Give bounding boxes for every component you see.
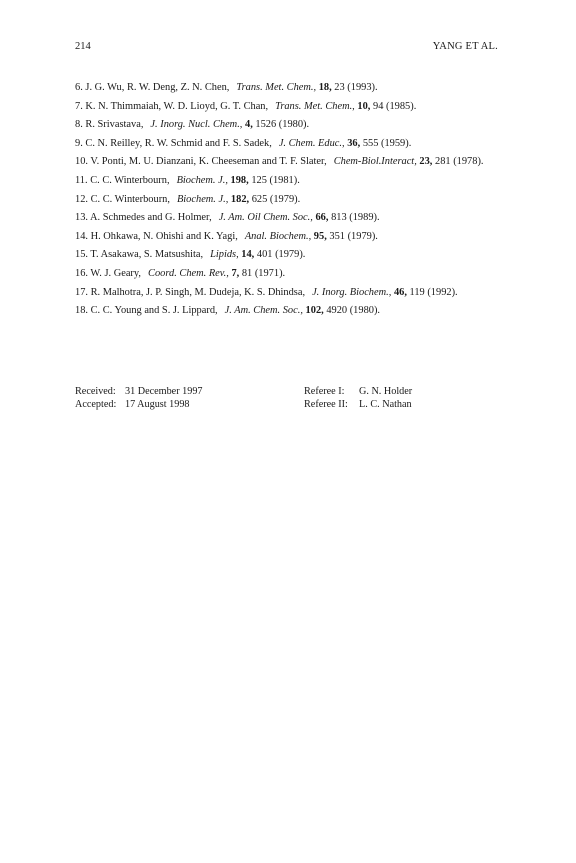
dates-column [75, 386, 275, 411]
reference-authors: W. J. Geary, [90, 267, 142, 279]
reference-item [75, 172, 500, 191]
reference-journal: J. Chem. Educ., [278, 137, 345, 149]
reference-pages-year: 625 (1979). [251, 193, 301, 205]
reference-pages-year: 125 (1981). [251, 174, 300, 186]
reference-authors: V. Ponti, M. U. Dianzani, K. Cheeseman and T. F. Slater, [90, 156, 327, 168]
reference-journal: J. Am. Chem. Soc., [224, 305, 303, 317]
reference-authors: C. C. Young and S. J. Lippard, [90, 305, 218, 317]
referee1-label: Referee I: [304, 386, 345, 397]
reference-item [75, 79, 500, 98]
reference-volume: 18, [318, 82, 332, 93]
reference-journal: Anal. Biochem., [244, 230, 312, 242]
reference-list [75, 79, 500, 321]
reference-volume: 102, [305, 305, 324, 317]
reference-number: 9. [75, 137, 83, 149]
reference-item [75, 246, 500, 265]
reference-pages-year: 23 (1993). [334, 82, 378, 93]
reference-volume: 46, [393, 286, 407, 298]
referee2-name: L. C. Nathan [359, 398, 412, 410]
referee1-name: G. N. Holder [359, 386, 413, 397]
reference-authors: J. G. Wu, R. W. Deng, Z. N. Chen, [85, 82, 230, 93]
received-label: Received: [75, 386, 116, 397]
received-date: 31 December 1997 [125, 386, 203, 397]
reference-pages-year: 281 (1978). [435, 156, 484, 168]
reference-journal: Biochem. J., [176, 193, 229, 205]
reference-item [75, 302, 500, 321]
reference-pages-year: 813 (1989). [331, 212, 380, 224]
reference-item [75, 116, 500, 135]
reference-pages-year: 81 (1971). [241, 267, 286, 279]
reference-journal: J. Am. Oil Chem. Soc., [218, 212, 313, 224]
reference-number: 8. [75, 119, 83, 131]
reference-pages-year: 401 (1979). [256, 249, 306, 261]
reference-item [75, 153, 500, 172]
reference-volume: 182, [230, 193, 250, 205]
reference-number: 7. [75, 100, 83, 112]
reference-volume: 23, [419, 156, 433, 168]
accepted-row [75, 399, 275, 412]
reference-number: 11. [75, 174, 88, 186]
referee1-row [304, 386, 504, 399]
reference-authors: C. C. Winterbourn, [90, 193, 170, 205]
reference-journal: Trans. Met. Chem., [236, 82, 317, 93]
accepted-date: 17 August 1998 [125, 398, 190, 410]
referees-column [304, 386, 504, 411]
reference-authors: R. Malhotra, J. P. Singh, M. Dudeja, K. S. Dhindsa, [90, 286, 306, 298]
reference-journal: Biochem. J., [176, 174, 228, 186]
reference-item [75, 135, 500, 154]
reference-number: 15. [75, 249, 88, 261]
reference-journal: J. Inorg. Biochem., [312, 286, 392, 298]
reference-journal: Lipids, [210, 249, 239, 261]
referee2-row [304, 399, 504, 412]
reference-number: 17. [75, 286, 88, 298]
reference-pages-year: 94 (1985). [373, 100, 417, 112]
reference-item [75, 228, 500, 247]
accepted-label: Accepted: [75, 398, 117, 410]
reference-number: 18. [75, 305, 88, 317]
reference-authors: K. N. Thimmaiah, W. D. Lioyd, G. T. Chan, [85, 100, 269, 112]
reference-volume: 7, [231, 267, 240, 279]
reference-volume: 95, [313, 230, 327, 242]
reference-volume: 198, [230, 174, 249, 186]
received-row [75, 386, 275, 399]
reference-number: 10. [75, 156, 88, 168]
reference-number: 16. [75, 267, 88, 279]
referee2-label: Referee II: [304, 398, 348, 410]
reference-volume: 66, [315, 212, 329, 224]
reference-authors: C. C. Winterbourn, [90, 174, 170, 186]
reference-number: 6. [75, 82, 83, 93]
reference-item [75, 191, 500, 210]
reference-journal: Chem-Biol.Interact, [333, 156, 417, 168]
reference-volume: 14, [241, 249, 255, 261]
reference-volume: 10, [357, 100, 371, 112]
reference-journal: J. Inorg. Nucl. Chem., [150, 119, 243, 131]
reference-authors: R. Srivastava, [85, 119, 144, 131]
reference-pages-year: 1526 (1980). [255, 119, 310, 131]
reference-item [75, 265, 500, 284]
reference-volume: 4, [245, 119, 253, 131]
reference-volume: 36, [347, 137, 361, 149]
reference-pages-year: 4920 (1980). [326, 305, 381, 317]
reference-pages-year: 555 (1959). [362, 137, 412, 149]
reference-authors: T. Asakawa, S. Matsushita, [90, 249, 204, 261]
reference-item [75, 209, 500, 228]
page-number: 214 [75, 41, 91, 52]
reference-authors: A. Schmedes and G. Holmer, [90, 212, 212, 224]
reference-item [75, 98, 500, 117]
running-head: YANG ET AL. [432, 41, 498, 52]
reference-number: 14. [75, 230, 88, 242]
reference-number: 12. [75, 193, 88, 205]
reference-journal: Coord. Chem. Rev., [148, 267, 229, 279]
reference-item [75, 284, 500, 303]
reference-authors: H. Ohkawa, N. Ohishi and K. Yagi, [90, 230, 238, 242]
reference-pages-year: 119 (1992). [409, 286, 458, 298]
reference-number: 13. [75, 212, 88, 224]
reference-journal: Trans. Met. Chem., [275, 100, 355, 112]
reference-authors: C. N. Reilley, R. W. Schmid and F. S. Sadek, [85, 137, 272, 149]
reference-pages-year: 351 (1979). [329, 230, 378, 242]
